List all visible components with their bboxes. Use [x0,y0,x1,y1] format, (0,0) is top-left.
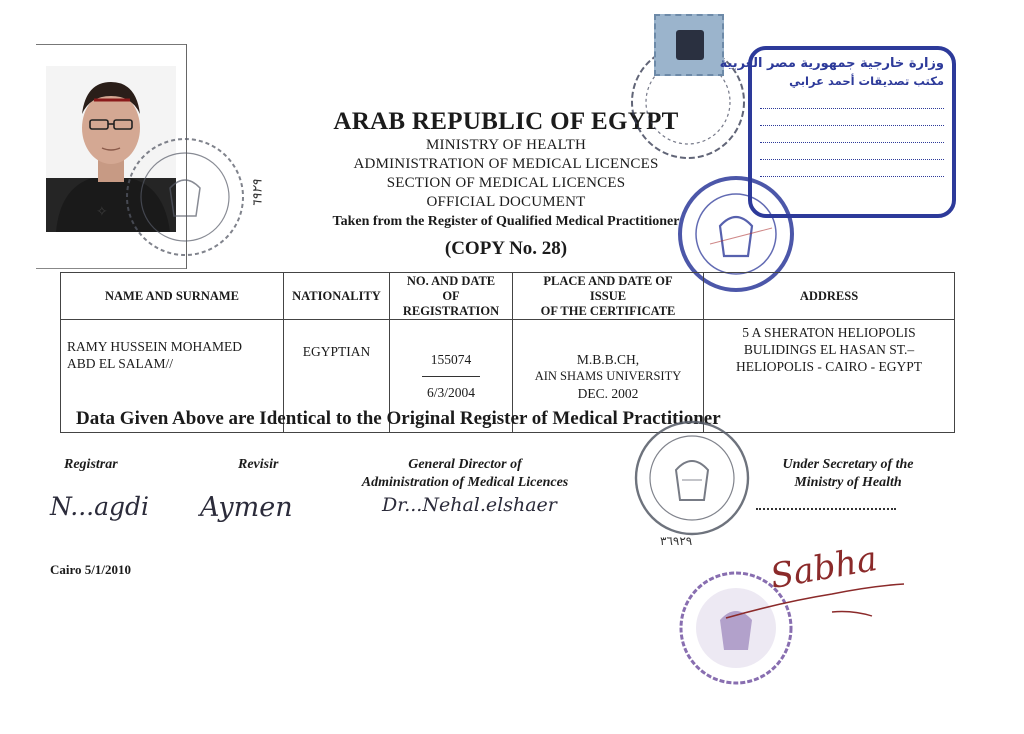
under-secretary-line-1: Under Secretary of the [782,457,914,472]
registrar-label: Registrar [64,457,118,472]
registration-divider [422,376,480,377]
arabic-ministry-title: وزارة خارجية جمهورية مصر العربية [719,56,944,71]
photo-frame-top-line [36,44,186,45]
header-registration-line-1: NO. AND DATE [406,273,496,288]
general-director-label [340,456,590,492]
section-line: SECTION OF MEDICAL LICENCES [386,175,626,191]
director-signature: Dr...Nehal.elshaer [382,494,557,516]
ministry-line: MINISTRY OF HEALTH [425,137,586,153]
photo-stamp-number: ٦٩٢٩ [250,179,266,208]
identical-statement: Data Given Above are Identical to the Original Register of Medical Practitioner [76,408,721,429]
revenue-stamp-emblem [676,30,704,60]
arabic-office-name: مكتب تصديقات أحمد عرابي [789,74,944,88]
photo-seal-stamp [120,132,250,267]
under-secretary-label [768,456,928,492]
cell-nationality: EGYPTIAN [284,320,390,433]
stamp-dotted-line-3 [760,126,944,143]
copy-number: (COPY No. 28) [444,238,568,259]
header-address: ADDRESS [704,273,955,320]
document-type-line: OFFICIAL DOCUMENT [426,194,586,210]
stamp-dotted-line-4 [760,143,944,160]
seal-arabic-number: ٣٦٩٢٩ [660,534,693,548]
header-name: NAME AND SURNAME [61,273,284,320]
name-line-1: RAMY HUSSEIN MOHAMED [67,339,243,354]
header-registration-line-3: REGISTRATION [402,303,500,318]
address-line-1: 5 A SHERATON HELIOPOLIS [742,325,916,340]
header-place-date-line-3: OF THE CERTIFICATE [540,303,676,318]
header-nationality: NATIONALITY [284,273,390,320]
photo-frame-bottom-line [36,268,186,269]
general-director-line-1: General Director of [408,457,522,472]
header-place-date [513,273,704,320]
stamp-dotted-line-1 [760,92,944,109]
header-place-date-line-1: PLACE AND DATE OF [543,273,673,288]
register-source-line: Taken from the Register of Qualified Medical Practitioner [332,214,680,229]
header-registration-line-2: OF [442,288,460,303]
certificate-university: AIN SHAMS UNIVERSITY [534,368,682,383]
health-ministry-seal [630,416,754,545]
certificate-issue-date: DEC. 2002 [577,385,639,401]
country-title: ARAB REPUBLIC OF EGYPT [333,108,679,135]
address-line-2: BULIDINGS EL HASAN ST.– [743,342,915,357]
under-secretary-dotted-line [756,508,896,510]
administration-line: ADMINISTRATION OF MEDICAL LICENCES [353,156,659,172]
sabha-signature: Sabha [767,538,881,598]
revenue-stamp [654,14,724,76]
table-header-row [61,273,955,320]
registration-date: 6/3/2004 [426,384,475,400]
name-line-2: ABD EL SALAM// [67,356,174,371]
general-director-line-2: Administration of Medical Licences [361,475,569,490]
header-registration [390,273,513,320]
registration-number: 155074 [430,351,472,367]
address-line-3: HELIOPOLIS - CAIRO - EGYPT [736,359,922,374]
stamp-dotted-line-2 [760,109,944,126]
registrar-signature: N...agdi [50,492,150,521]
under-secretary-line-2: Ministry of Health [794,475,902,490]
certificate-degree: M.B.B.CH, [576,351,640,367]
place-and-date: Cairo 5/1/2010 [50,562,132,577]
header-place-date-line-2: ISSUE [589,288,627,303]
svg-text:✧: ✧ [96,204,108,220]
revisir-label: Revisir [238,457,279,472]
revisir-signature: Aymen [200,492,293,523]
